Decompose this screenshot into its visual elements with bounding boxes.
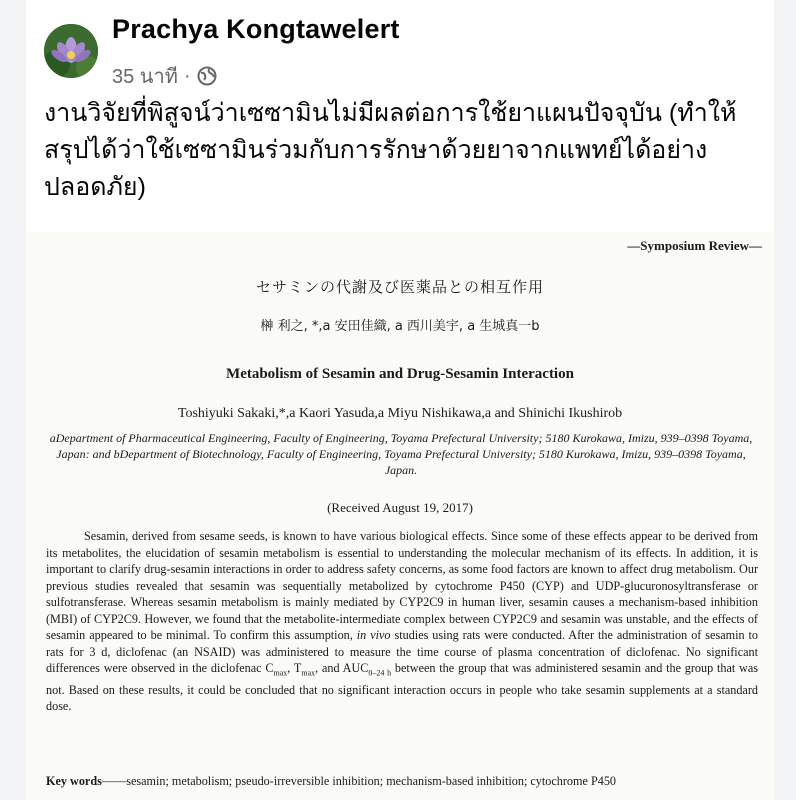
abstract-sep2: , and AUC [315, 661, 369, 675]
post-meta [112, 60, 217, 92]
abstract-sep1: , T [287, 661, 302, 675]
meta-separator: · [183, 64, 191, 87]
abstract-part1: Sesamin, derived from sesame seeds, is known to have various biological effects. Since some of these effects appear to be derived from its metabolites, the elucidation of sesamin metabolism is essential to understanding the molecular mechanism of its effects. In addition, it is important to clarify drug-sesamin interactions in order to address safety concerns, as some food factors are known to affect drug metabolism. Our previous studies revealed that sesamin was sequentially metabolized by cytochrome P450 (CYP) and UDP-glucuronosyltransferase or sulfotransferase. Whereas sesamin metabolism is mainly mediated by CYP2C9 in human liver, sesamin causes a mechanism-based inhibition (MBI) of CYP2C9. However, we found that the metabolite-intermediate complex between CYP2C9 and sesamin was unstable, and the effects of sesamin appeared to be minimal. To confirm this assumption, [46, 529, 758, 642]
keywords-label: Key words [46, 774, 102, 788]
abstract-italic: in vivo [356, 628, 391, 642]
paper-received-date: (Received August 19, 2017) [327, 500, 473, 515]
post-text: งานวิจัยที่พิสูจน์ว่าเซซามินไม่มีผลต่อการใช้ยาแผนปัจจุบัน (ทำให้สรุปได้ว่าใช้เซซามินร่วมกับการรักษาด้วยยาจากแพทย์ได้อย่างปลอดภัย) [44, 99, 737, 201]
keywords-dash: —— [101, 774, 127, 788]
paper-authors: Toshiyuki Sakaki,*,a Kaori Yasuda,a Miyu Nishikawa,a and Shinichi Ikushirob [177, 406, 623, 421]
paper-affiliations: aDepartment of Pharmaceutical Engineering, Faculty of Engineering, Toyama Prefectural University; 5180 Kurokawa, Imizu, 939–0398 Toyama, Japan: and bDepartment of Biotechnology, Faculty of Engineering, Toyama Prefectural University; 5180 Kurokawa, Imizu, 939–0398 Toyama, Japan. [49, 431, 753, 477]
paper-jp-title: セサミンの代謝及び医薬品との相互作用 [255, 278, 544, 296]
lotus-avatar-icon [44, 24, 98, 78]
paper-series-label: —Symposium Review— [627, 238, 762, 253]
post-timestamp[interactable]: 35 นาที [112, 66, 178, 88]
globe-icon[interactable] [197, 66, 217, 86]
sub-max-t: max [301, 668, 316, 678]
paper-keywords [46, 774, 758, 789]
sub-auc: 0–24 h [368, 668, 392, 678]
avatar[interactable] [44, 24, 98, 78]
sub-max-c: max [273, 668, 288, 678]
paper-screenshot [26, 232, 774, 800]
paper-jp-authors: 榊 利之, *,a 安田佳織, a 西川美宇, a 生城真一b [260, 319, 540, 334]
post-author[interactable]: Prachya Kongtawelert [112, 14, 400, 44]
paper-title: Metabolism of Sesamin and Drug-Sesamin Interaction [226, 366, 574, 382]
abstract-part3: between the group that was administered sesamin and the group that was not. Based on these results, it could be concluded that no significant interaction occurs in people who take sesamin supplements at a standard dose. [46, 661, 758, 714]
paper-abstract [46, 528, 758, 715]
abstract-part2: studies using rats were conducted. After the administration of sesamin to rats for 3 d, diclofenac (an NSAID) was administered to measure the time course of plasma concentration of diclofenac. No significant differences were observed in the diclofenac C [46, 628, 759, 675]
keywords-list: sesamin; metabolism; pseudo-irreversible inhibition; mechanism-based inhibition; cytochrome P450 [126, 774, 617, 788]
facebook-post [26, 0, 774, 232]
